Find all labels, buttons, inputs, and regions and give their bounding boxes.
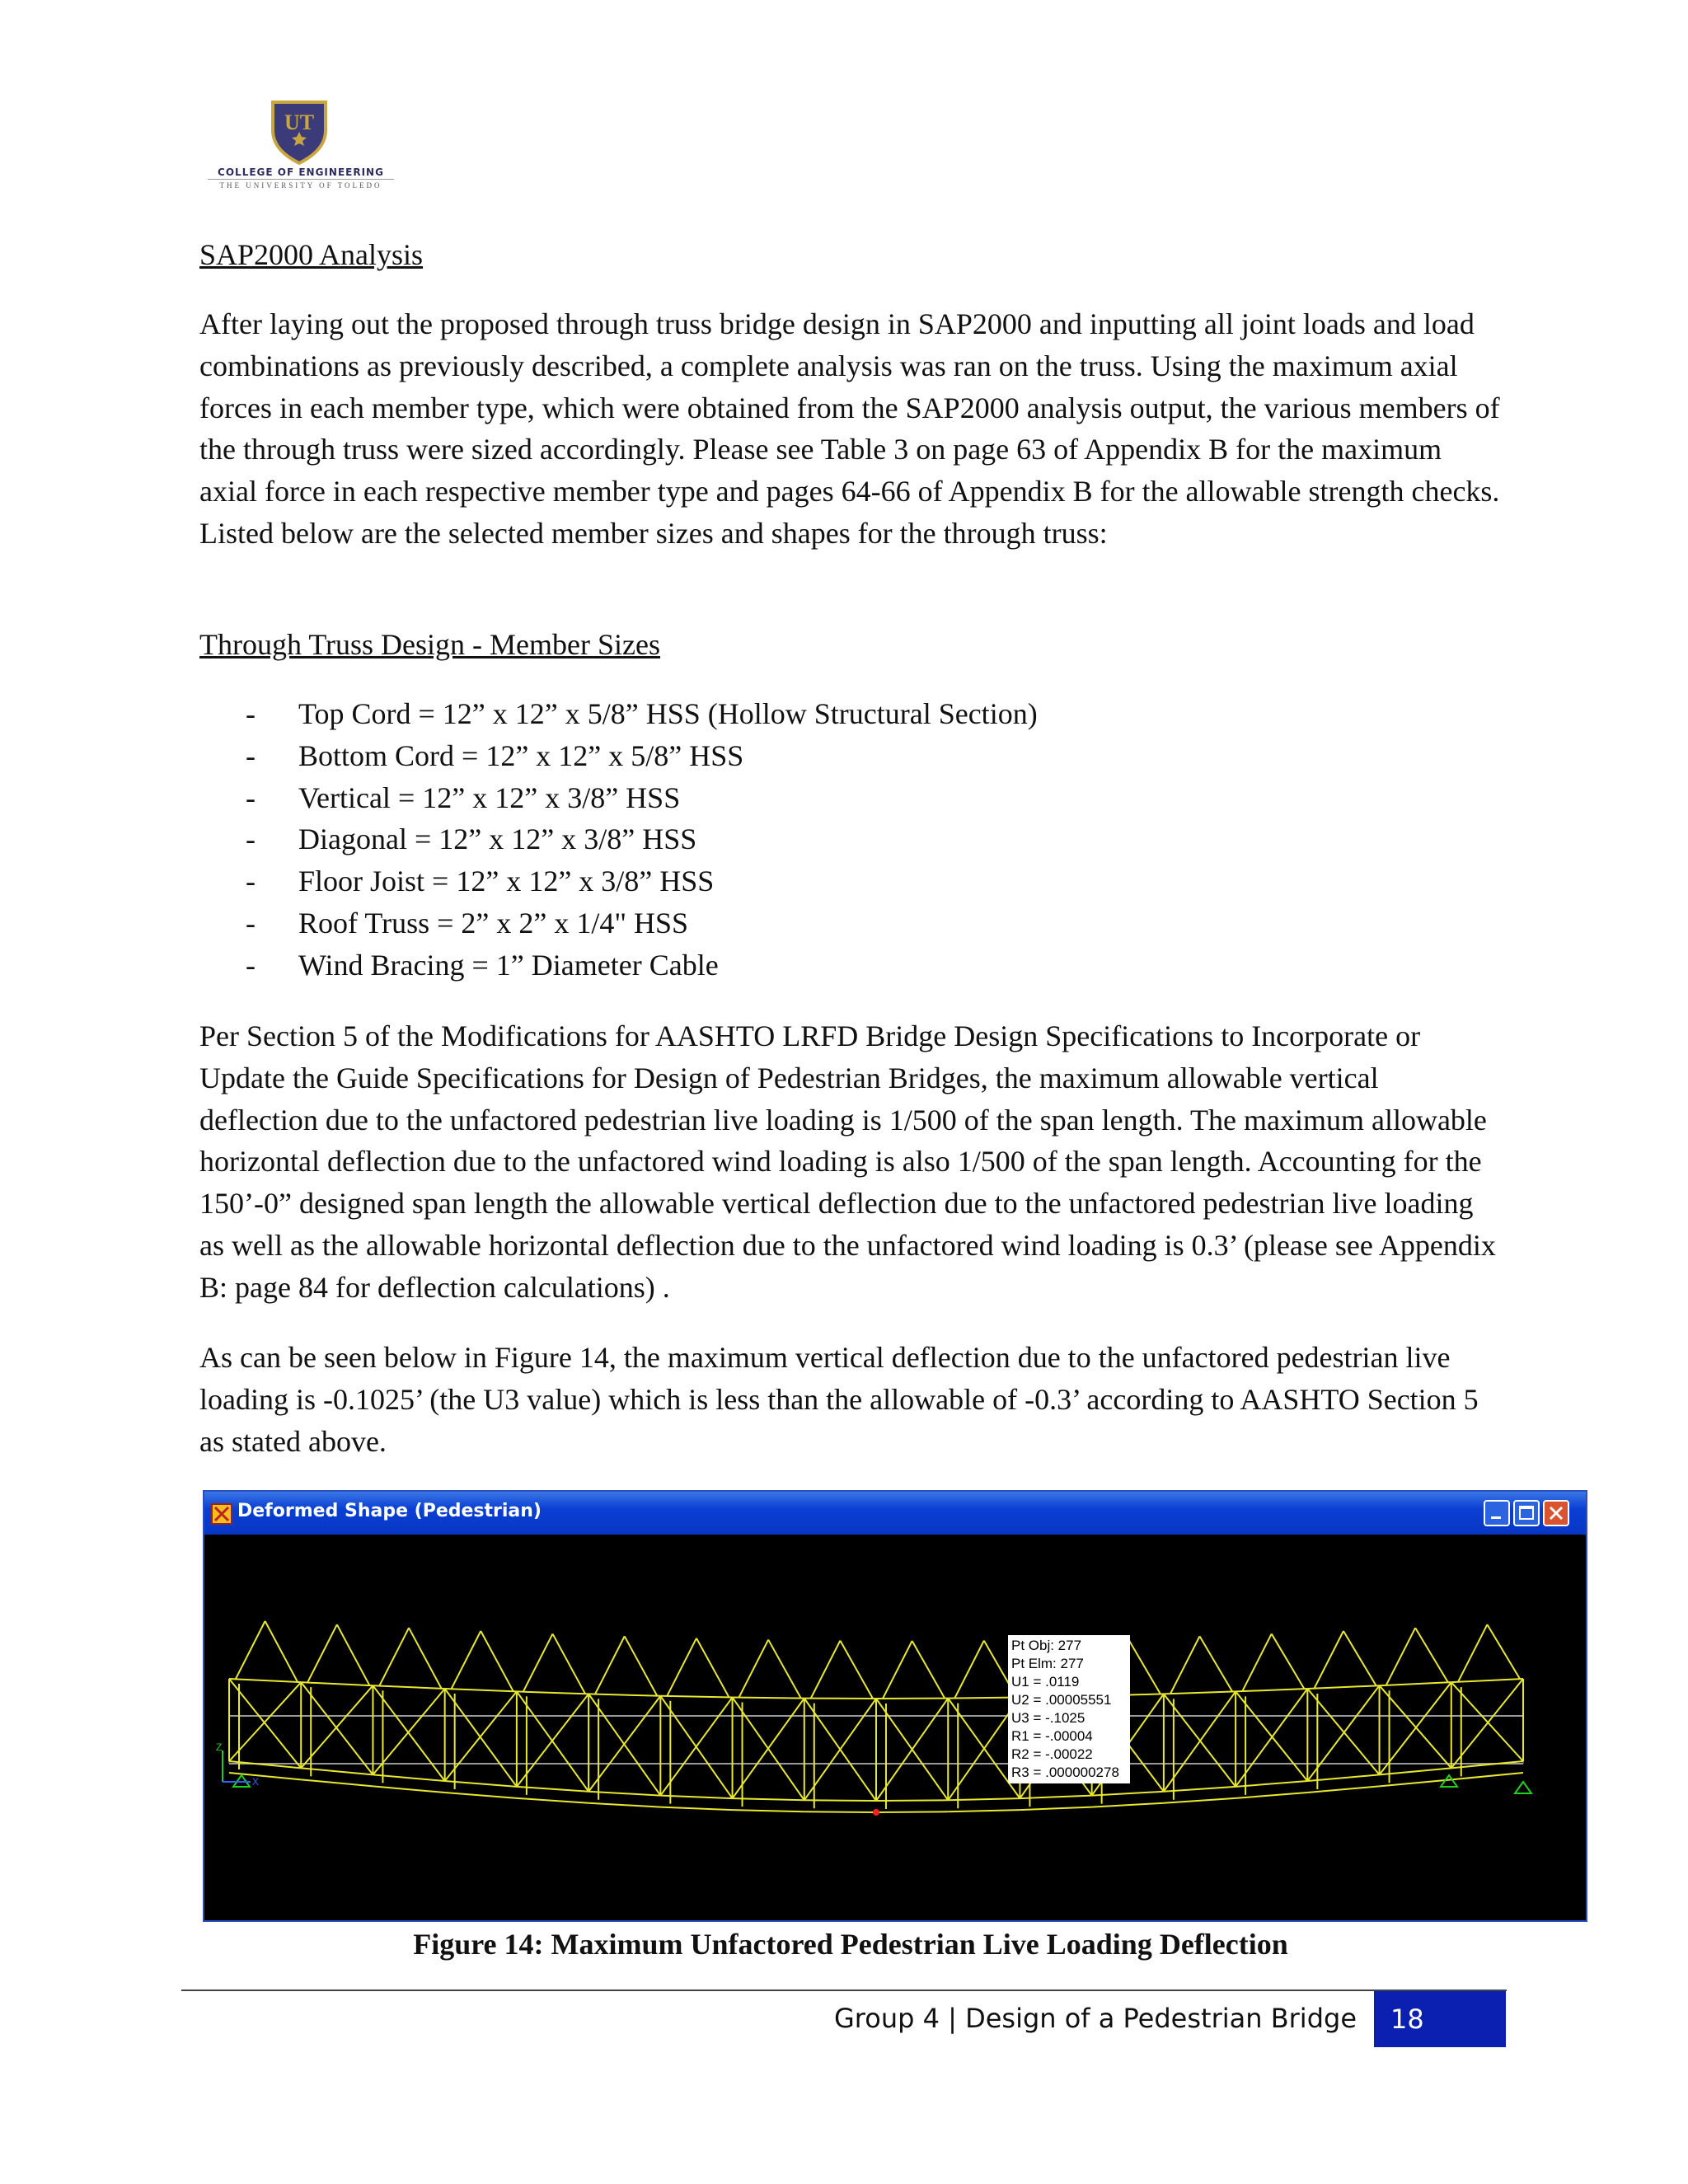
roof-truss	[912, 1641, 945, 1699]
roof-truss	[553, 1633, 586, 1694]
truss-member	[373, 1786, 444, 1793]
truss-member	[373, 1774, 444, 1781]
truss-member	[733, 1810, 804, 1811]
window-title: Deformed Shape (Pedestrian)	[237, 1501, 542, 1521]
roof-truss	[265, 1621, 298, 1682]
tooltip-line: R1 = -.00004	[1011, 1728, 1093, 1744]
model-viewport[interactable]	[204, 1535, 1586, 1922]
roof-truss	[883, 1641, 912, 1699]
roof-truss	[1314, 1631, 1343, 1689]
roof-truss	[337, 1624, 370, 1685]
roof-truss	[667, 1638, 696, 1696]
truss-member	[1451, 1773, 1523, 1779]
list-item: - Vertical = 12” x 12” x 3/8” HSS	[246, 780, 681, 814]
roof-truss	[236, 1621, 265, 1679]
truss-member	[660, 1696, 732, 1698]
roof-truss	[1386, 1628, 1416, 1685]
tooltip-line: U1 = .0119	[1011, 1674, 1080, 1690]
truss-member	[804, 1811, 876, 1812]
tooltip-line: Pt Elm: 277	[1011, 1656, 1084, 1671]
truss-member	[1236, 1691, 1307, 1781]
tooltip-line: Pt Obj: 277	[1011, 1638, 1082, 1653]
truss-member	[517, 1787, 588, 1792]
truss-member	[1236, 1793, 1307, 1798]
roof-truss	[625, 1636, 658, 1695]
truss-member	[373, 1685, 444, 1689]
truss-member	[445, 1691, 517, 1781]
truss-member	[1236, 1689, 1307, 1691]
close-icon	[1545, 1502, 1568, 1525]
truss-member	[301, 1779, 373, 1786]
roof-truss	[1170, 1636, 1200, 1694]
truss-member	[1307, 1774, 1379, 1781]
truss-member	[1307, 1786, 1379, 1793]
truss-member	[445, 1793, 517, 1798]
truss-member	[301, 1685, 373, 1768]
truss-member	[1020, 1796, 1091, 1799]
tooltip-line: U3 = -.1025	[1011, 1710, 1085, 1726]
truss-member	[1236, 1689, 1307, 1787]
roof-truss	[409, 1628, 442, 1689]
sap2000-window	[203, 1490, 1587, 1922]
truss-member	[445, 1781, 517, 1787]
truss-member	[1092, 1803, 1164, 1807]
roof-truss	[1458, 1624, 1488, 1682]
list-item: - Roof Truss = 2” x 2” x 1/4" HSS	[246, 906, 689, 940]
roof-truss	[595, 1636, 625, 1694]
logo-university: THE UNIVERSITY OF TOLEDO	[219, 181, 382, 190]
truss-member	[229, 1761, 301, 1768]
app-icon	[211, 1503, 232, 1525]
paragraph-deflection-criteria: Per Section 5 of the Modifications for AASHTO LRFD Bridge Design Specifications to Incorporate or Update the Guide Specifications for Design of Pedestrian Bridges, the maximum allowable vertical deflection due to the unfactored pedestrian live loading is 1/500 of the span length. The maximum allowable horizontal deflection due to the unfactored wind loading is also 1/500 of the span length. Accounting for the 150’-0” designed span length the allowable vertical deflection due to the unfactored pedestrian live loading as well as the allowable horizontal deflection due to the unfactored wind loading is 0.3’ (please see Appendix B: page 84 for deflection calculations) .	[199, 1019, 1496, 1304]
z-axis-label: Z	[216, 1741, 223, 1753]
truss-member	[1380, 1682, 1451, 1774]
maximize-button[interactable]	[1513, 1500, 1540, 1526]
truss-member	[1164, 1787, 1236, 1792]
truss-member	[229, 1679, 301, 1768]
list-item: - Wind Bracing = 1” Diameter Cable	[246, 948, 719, 982]
x-axis-label: X	[252, 1776, 260, 1788]
tooltip-line: R2 = -.00022	[1011, 1746, 1093, 1762]
list-item: - Bottom Cord = 12” x 12” x 5/8” HSS	[246, 738, 744, 772]
minimize-button[interactable]	[1484, 1500, 1510, 1526]
truss-member	[1451, 1679, 1523, 1768]
truss-member	[1451, 1761, 1523, 1768]
truss-member	[373, 1685, 444, 1781]
logo-college: COLLEGE OF ENGINEERING	[218, 166, 384, 178]
truss-member	[301, 1682, 373, 1685]
truss-member	[445, 1689, 517, 1691]
footer-text: Group 4 | Design of a Pedestrian Bridge	[833, 2003, 1357, 2034]
truss-member	[1307, 1689, 1379, 1774]
truss-member	[733, 1798, 804, 1800]
roof-truss	[768, 1640, 801, 1699]
truss-member	[1164, 1798, 1236, 1803]
page-number: 18	[1374, 1991, 1506, 2047]
roof-truss	[1487, 1624, 1520, 1679]
tooltip-line: R3 = .000000278	[1011, 1765, 1119, 1780]
roof-truss	[1242, 1633, 1272, 1691]
truss-deformed-shape	[204, 1535, 1586, 1922]
truss-member	[373, 1689, 444, 1774]
maximize-icon	[1515, 1502, 1538, 1525]
paragraph-analysis: After laying out the proposed through truss bridge design in SAP2000 and inputting all joint loads and load combinations as previously described, a complete analysis was ran on the truss. Using the maximum axial forces in each member type, which were obtained from the SAP2000 analysis output, the various members of the through truss were sized accordingly. Please see Table 3 on page 63 of Appendix B for the maximum axial force in each respective member type and pages 64-66 of Appendix B for the allowable strength checks. Listed below are the selected member sizes and shapes for the through truss:	[199, 307, 1500, 550]
roof-truss	[1415, 1628, 1448, 1682]
selected-joint	[873, 1809, 879, 1816]
roof-truss	[379, 1628, 409, 1685]
roof-truss	[954, 1641, 984, 1699]
truss-member	[1164, 1691, 1236, 1694]
section-heading: SAP2000 Analysis	[199, 238, 424, 271]
truss-member	[1020, 1807, 1091, 1811]
roof-truss	[452, 1631, 481, 1689]
truss-member	[1451, 1679, 1523, 1682]
paragraph-deflection-result: As can be seen below in Figure 14, the maximum vertical deflection due to the unfactored pedestrian live loading is -0.1025’ (the U3 value) which is less than the allowable of -0.3’ according to AASHTO Section 5 as stated above.	[199, 1341, 1479, 1458]
truss-member	[1380, 1768, 1451, 1774]
truss-member	[733, 1698, 804, 1699]
roof-truss	[1200, 1636, 1233, 1691]
truss-member	[1380, 1779, 1451, 1786]
truss-member	[445, 1689, 517, 1787]
list-item: - Diagonal = 12” x 12” x 3/8” HSS	[246, 823, 697, 856]
roof-truss	[811, 1641, 841, 1699]
roof-truss	[1272, 1633, 1305, 1689]
member-list	[199, 693, 1038, 987]
university-logo	[206, 99, 396, 194]
roof-truss	[739, 1640, 769, 1698]
list-item: - Top Cord = 12” x 12” x 5/8” HSS (Hollow Structural Section)	[246, 697, 1038, 730]
truss-member	[876, 1800, 948, 1801]
joint-info-tooltip	[1008, 1635, 1130, 1783]
truss-member	[1092, 1792, 1164, 1796]
roof-truss	[1343, 1631, 1376, 1685]
roof-truss	[840, 1641, 873, 1699]
roof-truss	[481, 1631, 513, 1691]
truss-member	[588, 1792, 660, 1796]
roof-truss	[523, 1633, 553, 1691]
roof-truss	[1128, 1638, 1160, 1694]
minimize-icon	[1485, 1502, 1508, 1525]
truss-member	[517, 1691, 588, 1694]
support-icon	[1515, 1782, 1531, 1793]
truss-member	[660, 1796, 732, 1799]
truss-member	[301, 1682, 373, 1774]
truss-member	[301, 1768, 373, 1774]
figure-caption: Figure 14: Maximum Unfactored Pedestrian Live Loading Deflection	[413, 1928, 1288, 1961]
truss-member	[517, 1798, 588, 1803]
list-item: - Floor Joist = 12” x 12” x 3/8” HSS	[246, 865, 715, 898]
truss-member	[588, 1694, 660, 1695]
truss-member	[229, 1682, 301, 1761]
logo-divider	[208, 179, 394, 180]
tooltip-line: U2 = .00005551	[1011, 1692, 1112, 1708]
roof-truss	[307, 1624, 337, 1682]
truss-member	[660, 1807, 732, 1811]
truss-member	[1307, 1685, 1379, 1689]
logo-monogram: UT	[284, 110, 315, 134]
member-sizes-heading: Through Truss Design - Member Sizes	[199, 628, 660, 661]
truss-member	[948, 1810, 1020, 1811]
truss-member	[1380, 1682, 1451, 1685]
close-button[interactable]	[1543, 1500, 1569, 1526]
truss-member	[804, 1800, 876, 1801]
truss-member	[1451, 1682, 1523, 1761]
footer-divider	[181, 1990, 1507, 1991]
window-titlebar[interactable]	[204, 1492, 1586, 1535]
truss-member	[948, 1798, 1020, 1800]
truss-member	[1380, 1685, 1451, 1768]
truss-member	[1307, 1685, 1379, 1781]
truss-member	[588, 1803, 660, 1807]
roof-truss	[696, 1638, 729, 1698]
truss-member	[876, 1811, 948, 1812]
truss-member	[229, 1679, 301, 1682]
truss-member	[1236, 1781, 1307, 1787]
